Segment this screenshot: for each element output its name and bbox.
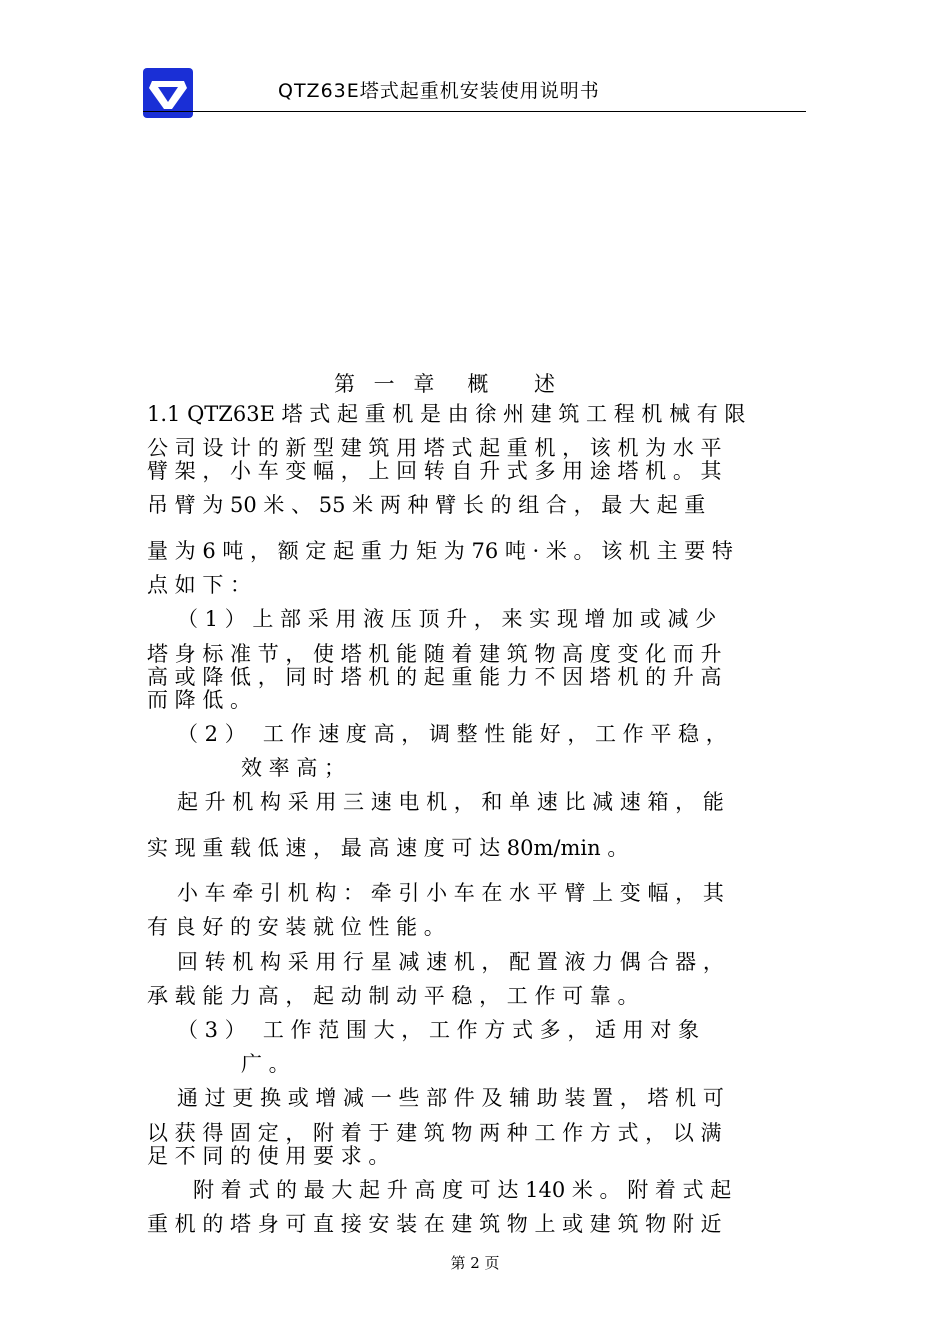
- body-line-18: 承 载 能 力 高 ， 起 动 制 动 平 稳 ， 工 作 可 靠 。: [147, 984, 639, 1008]
- page-number: 第 2 页: [450, 1254, 500, 1272]
- body-line-12: 效 率 高 ；: [241, 756, 346, 780]
- body-line-4: 吊 臂 为 50 米 、 55 米 两 种 臂 长 的 组 合 ， 最 大 起 重: [147, 493, 706, 517]
- body-line-9: 高 或 降 低 ， 同 时 塔 机 的 起 重 能 力 不 因 塔 机 的 升 高: [147, 665, 722, 689]
- body-line-5: 量 为 6 吨 ， 额 定 起 重 力 矩 为 76 吨 · 米 。 该 机 主 要 特: [147, 539, 733, 563]
- body-line-25: 重 机 的 塔 身 可 直 接 安 装 在 建 筑 物 上 或 建 筑 物 附 近: [147, 1212, 722, 1236]
- header-divider: [143, 111, 806, 112]
- body-line-6: 点 如 下 ：: [147, 573, 252, 597]
- body-line-19: （ 3 ） 工 作 范 围 大 ， 工 作 方 式 多 ， 适 用 对 象: [177, 1018, 700, 1042]
- body-line-15: 小 车 牵 引 机 构 ： 牵 引 小 车 在 水 平 臂 上 变 幅 ， 其: [177, 881, 724, 905]
- body-line-2: 公 司 设 计 的 新 型 建 筑 用 塔 式 起 重 机 ， 该 机 为 水 平: [147, 436, 722, 460]
- body-line-16: 有 良 好 的 安 装 就 位 性 能 。: [147, 915, 445, 939]
- body-line-8: 塔 身 标 准 节 ， 使 塔 机 能 随 着 建 筑 物 高 度 变 化 而 升: [147, 642, 722, 666]
- body-line-3: 臂 架 ， 小 车 变 幅 ， 上 回 转 自 升 式 多 用 途 塔 机 。 其: [147, 459, 722, 483]
- chapter-title: 第 一 章 概 述: [334, 372, 562, 396]
- body-line-21: 通 过 更 换 或 增 减 一 些 部 件 及 辅 助 装 置 ， 塔 机 可: [177, 1086, 724, 1110]
- body-line-23: 足 不 同 的 使 用 要 求 。: [147, 1144, 390, 1168]
- body-line-13: 起 升 机 构 采 用 三 速 电 机 ， 和 单 速 比 减 速 箱 ， 能: [177, 790, 724, 814]
- body-line-20: 广 。: [241, 1052, 290, 1076]
- document-header-title: QTZ63E塔式起重机安装使用说明书: [278, 80, 600, 102]
- body-line-14: 实 现 重 载 低 速 ， 最 高 速 度 可 达 80m/min 。: [147, 836, 629, 860]
- body-line-24: 附 着 式 的 最 大 起 升 高 度 可 达 140 米 。 附 着 式 起: [193, 1178, 732, 1202]
- body-line-22: 以 获 得 固 定 ， 附 着 于 建 筑 物 两 种 工 作 方 式 ， 以 满: [147, 1121, 722, 1145]
- body-line-17: 回 转 机 构 采 用 行 星 减 速 机 ， 配 置 液 力 偶 合 器 ，: [177, 950, 724, 974]
- body-line-7: （ 1 ） 上 部 采 用 液 压 顶 升 ， 来 实 现 增 加 或 减 少: [177, 607, 717, 631]
- body-line-1: 1.1 QTZ63E 塔 式 起 重 机 是 由 徐 州 建 筑 工 程 机 械 有 限: [147, 402, 746, 426]
- body-line-10: 而 降 低 。: [147, 688, 252, 712]
- body-line-11: （ 2 ） 工 作 速 度 高 ， 调 整 性 能 好 ， 工 作 平 稳 ，: [177, 722, 727, 746]
